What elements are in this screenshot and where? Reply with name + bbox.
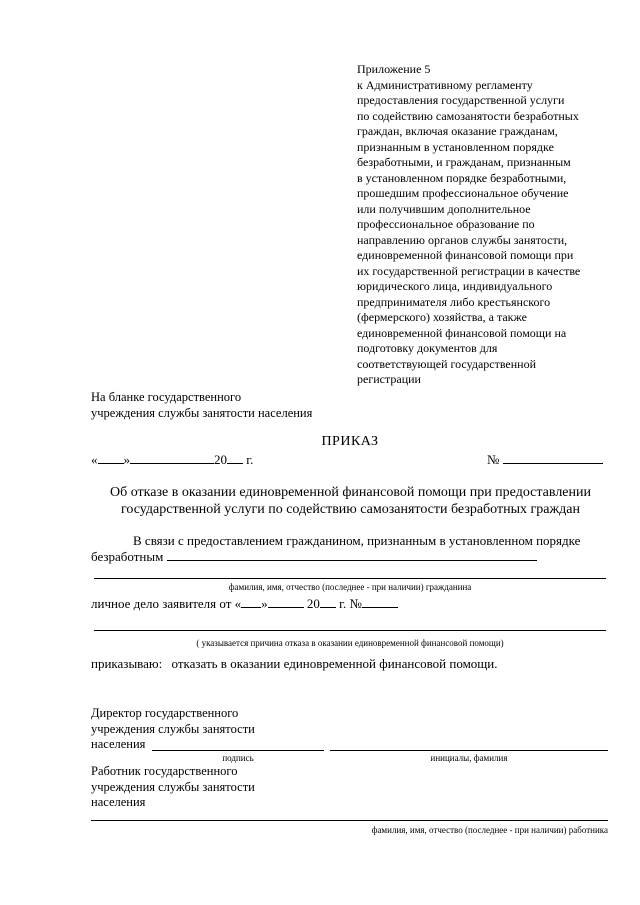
year-blank: [227, 452, 243, 464]
director-block: [91, 706, 255, 753]
reason-line: [94, 630, 606, 631]
order-title: ПРИКАЗ: [321, 434, 379, 449]
unemployed-label: безработным: [91, 549, 164, 564]
order-date: [91, 452, 253, 468]
appendix-line: или получившим дополнительное: [357, 201, 531, 216]
unemployed-blank: [167, 549, 537, 561]
appendix-line: регистрации: [357, 372, 421, 386]
director-line-1: Директор государственного: [91, 706, 239, 720]
appendix-line: их государственной регистрации в качестве: [357, 263, 581, 278]
subject-line-2: государственной услуги по содействию самозанятости безработных граждан: [121, 502, 580, 517]
body-paragraph-cont: [91, 549, 537, 565]
dossier-day-blank: [241, 596, 261, 608]
worker-line-2: учреждения службы занятости: [91, 779, 255, 794]
director-initials-line: [330, 750, 608, 751]
appendix-line: граждан, включая оказание гражданам,: [357, 124, 558, 138]
appendix-block: [357, 62, 627, 388]
appendix-line: в установленном порядке безработными,: [357, 170, 567, 185]
order-subject: [91, 484, 610, 518]
director-line-3: населения: [91, 737, 146, 751]
worker-block: [91, 764, 255, 811]
dossier-year: 20: [306, 596, 320, 611]
dossier-month-blank: [268, 596, 304, 608]
fio-line: [94, 578, 606, 579]
year-suffix: г.: [243, 452, 254, 467]
appendix-line: юридического лица, индивидуального: [357, 279, 553, 293]
order-word: приказываю:: [91, 656, 163, 671]
month-blank: [130, 452, 214, 464]
date-quote-open: «: [91, 452, 98, 467]
reason-caption: ( указывается причина отказа в оказании единовременной финансовой помощи): [196, 638, 504, 648]
order-number: [487, 452, 603, 468]
appendix-line: прошедшим профессиональное обучение: [357, 186, 569, 200]
appendix-line: предоставления государственной услуги: [357, 93, 565, 107]
initials-caption: инициалы, фамилия: [430, 753, 508, 763]
director-line-2: учреждения службы занятости: [91, 721, 255, 736]
order-text: отказать в оказании единовременной финансовой помощи.: [171, 656, 498, 671]
dossier-prefix: личное дело заявителя от «: [91, 596, 242, 611]
letterhead-line-2: учреждения службы занятости населения: [91, 405, 313, 420]
worker-line-1: Работник государственного: [91, 764, 238, 778]
worker-caption: фамилия, имя, отчество (последнее - при наличии) работника: [371, 825, 608, 835]
appendix-line: (фермерского) хозяйства, а также: [357, 310, 527, 324]
appendix-line: признанным в установленном порядке: [357, 139, 554, 154]
dossier-quote-close: »: [261, 596, 268, 611]
number-label: №: [487, 452, 500, 467]
appendix-line: по содействию самозанятости безработных: [357, 108, 579, 123]
day-blank: [98, 452, 124, 464]
appendix-line: соответствующей государственной: [357, 356, 537, 371]
dossier-line: [91, 596, 398, 612]
worker-line: [91, 820, 608, 821]
order-clause: [91, 656, 498, 672]
appendix-line: безработными, и гражданам, признанным: [357, 155, 571, 169]
appendix-line: предпринимателя либо крестьянского: [357, 294, 551, 309]
date-quote-close: »: [123, 452, 130, 467]
letterhead: [91, 390, 312, 421]
appendix-line: Приложение 5: [357, 62, 431, 76]
appendix-line: профессиональное образование по: [357, 217, 535, 231]
fio-caption: фамилия, имя, отчество (последнее - при наличии) гражданина: [228, 582, 472, 592]
dossier-number-label: г. №: [339, 596, 362, 611]
year-prefix: 20: [214, 452, 227, 467]
appendix-line: к Административному регламенту: [357, 77, 533, 92]
worker-line-3: населения: [91, 795, 146, 809]
appendix-line: подготовку документов для: [357, 341, 498, 355]
appendix-line: единовременной финансовой помощи на: [357, 325, 567, 340]
appendix-line: направлению органов службы занятости,: [357, 232, 568, 247]
number-blank: [503, 452, 603, 464]
signature-caption: подпись: [222, 753, 254, 763]
subject-line-1: Об отказе в оказании единовременной финансовой помощи при предоставлении: [110, 485, 591, 500]
dossier-number-blank: [362, 596, 398, 608]
director-signature-line: [152, 750, 324, 751]
letterhead-line-1: На бланке государственного: [91, 390, 242, 404]
body-paragraph: В связи с предоставлением гражданином, признанным в установленном порядке: [133, 533, 581, 548]
dossier-year-blank: [320, 596, 336, 608]
appendix-line: единовременной финансовой помощи при: [357, 248, 574, 262]
